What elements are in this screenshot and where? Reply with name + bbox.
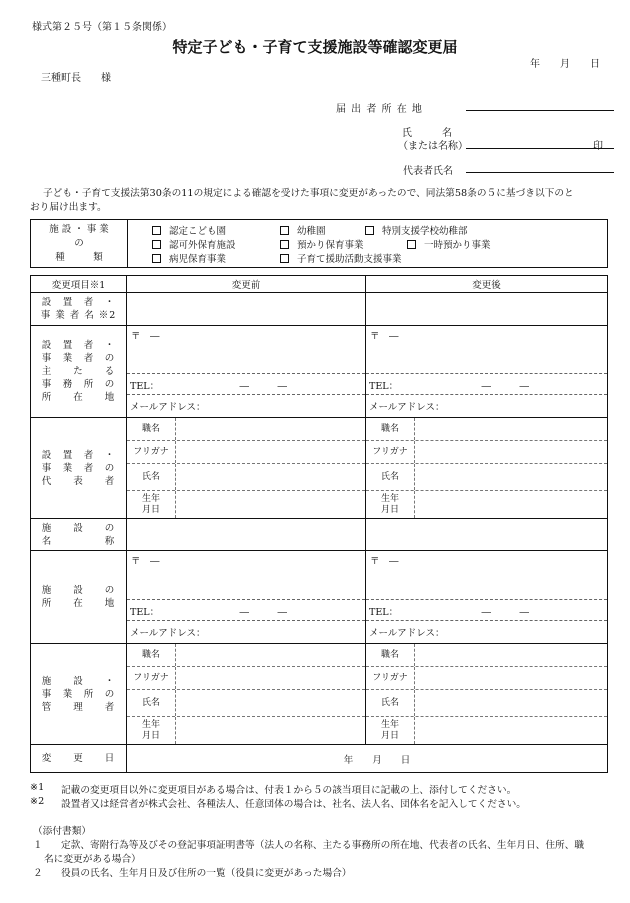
sub-birth: 生年 月日: [127, 491, 176, 518]
attachment-1-num: １: [33, 840, 43, 851]
date-field[interactable]: 年 月 日: [530, 59, 600, 70]
sub-kana: フリガナ: [127, 441, 176, 463]
row-label-facility-name: 施 設 の 名 称: [31, 519, 127, 551]
founder-name-after[interactable]: [366, 293, 608, 326]
tel-label: TEL：: [130, 607, 160, 618]
facility-name-after[interactable]: [366, 519, 608, 551]
applicant-address-label: 届 出 者 所 在 地: [336, 104, 423, 115]
postal-mark: 〒: [370, 556, 380, 567]
mail-label: メールアドレス：: [130, 628, 206, 639]
sub-name: 氏名: [366, 464, 415, 490]
applicant-name-field[interactable]: [466, 148, 614, 149]
table-row: [31, 326, 608, 418]
mail-label: メールアドレス：: [130, 402, 206, 413]
option-label: 子育て援助活動支援事業: [297, 254, 402, 265]
option-label: 幼稚園: [297, 226, 326, 237]
sub-birth: 生年 月日: [127, 717, 176, 744]
mail-label: メールアドレス：: [369, 628, 445, 639]
row-label-change-date: 変 更 日: [31, 745, 127, 773]
table-row: [31, 551, 608, 644]
facility-address-before[interactable]: [127, 551, 366, 644]
col-before-header: 変更前: [127, 276, 366, 293]
manager-after[interactable]: [366, 644, 608, 745]
change-table: [30, 275, 608, 773]
attachment-2-num: ２: [33, 868, 43, 879]
facility-type-label: [31, 220, 128, 267]
option-label: 病児保育事業: [169, 254, 227, 265]
checkbox-azukari-hoiku[interactable]: [280, 240, 289, 249]
sub-name: 氏名: [127, 690, 176, 716]
note-2-mark: ※2: [30, 796, 45, 807]
checkbox-tokubetsu-shien[interactable]: [365, 226, 374, 235]
change-date-field[interactable]: 年 月 日: [127, 745, 608, 773]
tel-label: TEL：: [369, 607, 399, 618]
option-label: 預かり保育事業: [297, 240, 364, 251]
postal-mark: 〒: [370, 331, 380, 342]
applicant-name-sub-label: （または名称）: [398, 141, 468, 152]
form-title: 特定子ども・子育て支援施設等確認変更届: [172, 38, 458, 56]
table-row: [31, 293, 608, 326]
checkbox-ninkagai-hoiku[interactable]: [152, 240, 161, 249]
intro-line1: 子ども・子育て支援法第30条の11の規定による確認を受けた事項に変更があったので、同法第58条の５に基づき以下のと: [43, 188, 574, 199]
table-row: [31, 745, 608, 773]
checkbox-ichiji-azukari[interactable]: [407, 240, 416, 249]
facility-type-label-2: の: [74, 238, 84, 249]
facility-name-before[interactable]: [127, 519, 366, 551]
facility-type-label-3: 種 類: [55, 252, 103, 263]
tel-dashes: ― ―: [481, 607, 529, 618]
checkbox-kosodate-enjo[interactable]: [280, 254, 289, 263]
sub-kana: フリガナ: [127, 667, 176, 689]
table-row: [31, 519, 608, 551]
tel-dashes: ― ―: [239, 381, 287, 392]
founder-address-after[interactable]: [366, 326, 608, 418]
checkbox-nintei-kodomoen[interactable]: [152, 226, 161, 235]
col-item-header: 変更項目※1: [31, 276, 127, 293]
sub-title: 職名: [127, 418, 176, 440]
sub-birth: 生年 月日: [366, 717, 415, 744]
option-label: 一時預かり事業: [424, 240, 491, 251]
sub-name: 氏名: [127, 464, 176, 490]
sub-kana: フリガナ: [366, 441, 415, 463]
tel-dashes: ― ―: [239, 607, 287, 618]
representative-after[interactable]: [366, 418, 608, 519]
tel-dashes: ― ―: [481, 381, 529, 392]
postal-dash: ―: [150, 556, 160, 567]
checkbox-byouji-hoiku[interactable]: [152, 254, 161, 263]
postal-mark: 〒: [131, 331, 141, 342]
facility-type-label-1: 施 設 ・ 事 業: [49, 224, 109, 235]
postal-dash: ―: [389, 331, 399, 342]
row-label-founder-address: 設 置 者 ・ 事 業 者 の 主 た る 事 務 所 の 所 在 地: [31, 326, 127, 418]
representative-field[interactable]: [466, 172, 614, 173]
table-header-row: [31, 276, 608, 293]
addressee: 三種町長 様: [41, 73, 111, 84]
option-label: 特別支援学校幼稚部: [382, 226, 468, 237]
sub-name: 氏名: [366, 690, 415, 716]
tel-label: TEL：: [369, 381, 399, 392]
intro-line2: おり届け出ます。: [30, 202, 107, 213]
row-label-founder-name: 設 置 者 ・ 事 業 者 名 ※2: [31, 293, 127, 326]
checkbox-youchien[interactable]: [280, 226, 289, 235]
founder-name-before[interactable]: [127, 293, 366, 326]
row-label-representative: 設 置 者 ・ 事 業 者 の 代 表 者: [31, 418, 127, 519]
postal-dash: ―: [389, 556, 399, 567]
founder-address-before[interactable]: [127, 326, 366, 418]
form-number: 様式第２５号（第１５条関係）: [32, 22, 172, 33]
facility-address-after[interactable]: [366, 551, 608, 644]
option-label: 認定こども園: [169, 226, 227, 237]
sub-birth: 生年 月日: [366, 491, 415, 518]
sub-title: 職名: [366, 644, 415, 666]
sub-kana: フリガナ: [366, 667, 415, 689]
attachment-1-line2: 名に変更がある場合）: [44, 854, 141, 865]
sub-title: 職名: [127, 644, 176, 666]
table-row: [31, 644, 608, 745]
note-1: 記載の変更項目以外に変更項目がある場合は、付表１から５の該当項目に記載の上、添付してください。: [61, 785, 517, 796]
note-2: 設置者又は経営者が株式会社、各種法人、任意団体の場合は、社名、法人名、団体名を記入してください。: [61, 799, 526, 810]
row-label-facility-address: 施 設 の 所 在 地: [31, 551, 127, 644]
postal-dash: ―: [150, 331, 160, 342]
manager-before[interactable]: [127, 644, 366, 745]
option-label: 認可外保育施設: [169, 240, 236, 251]
note-1-mark: ※1: [30, 782, 45, 793]
applicant-name-label: 氏 名: [402, 128, 452, 139]
seal-mark: 印: [593, 141, 603, 152]
attachment-1-line1: 定款、寄附行為等及びその登記事項証明書等（法人の名称、主たる事務所の所在地、代表者の氏名、生年月日、住所、職: [61, 840, 585, 851]
attachments-heading: （添付書類）: [33, 826, 92, 837]
representative-label: 代表者氏名: [403, 166, 453, 177]
mail-label: メールアドレス：: [369, 402, 445, 413]
table-row: [31, 418, 608, 519]
applicant-address-field[interactable]: [466, 110, 614, 111]
row-label-manager: 施 設 ・ 事 業 所 の 管 理 者: [31, 644, 127, 745]
attachment-2: 役員の氏名、生年月日及び住所の一覧（役員に変更があった場合）: [61, 868, 352, 879]
sub-title: 職名: [366, 418, 415, 440]
col-after-header: 変更後: [366, 276, 608, 293]
tel-label: TEL：: [130, 381, 160, 392]
representative-before[interactable]: [127, 418, 366, 519]
postal-mark: 〒: [131, 556, 141, 567]
